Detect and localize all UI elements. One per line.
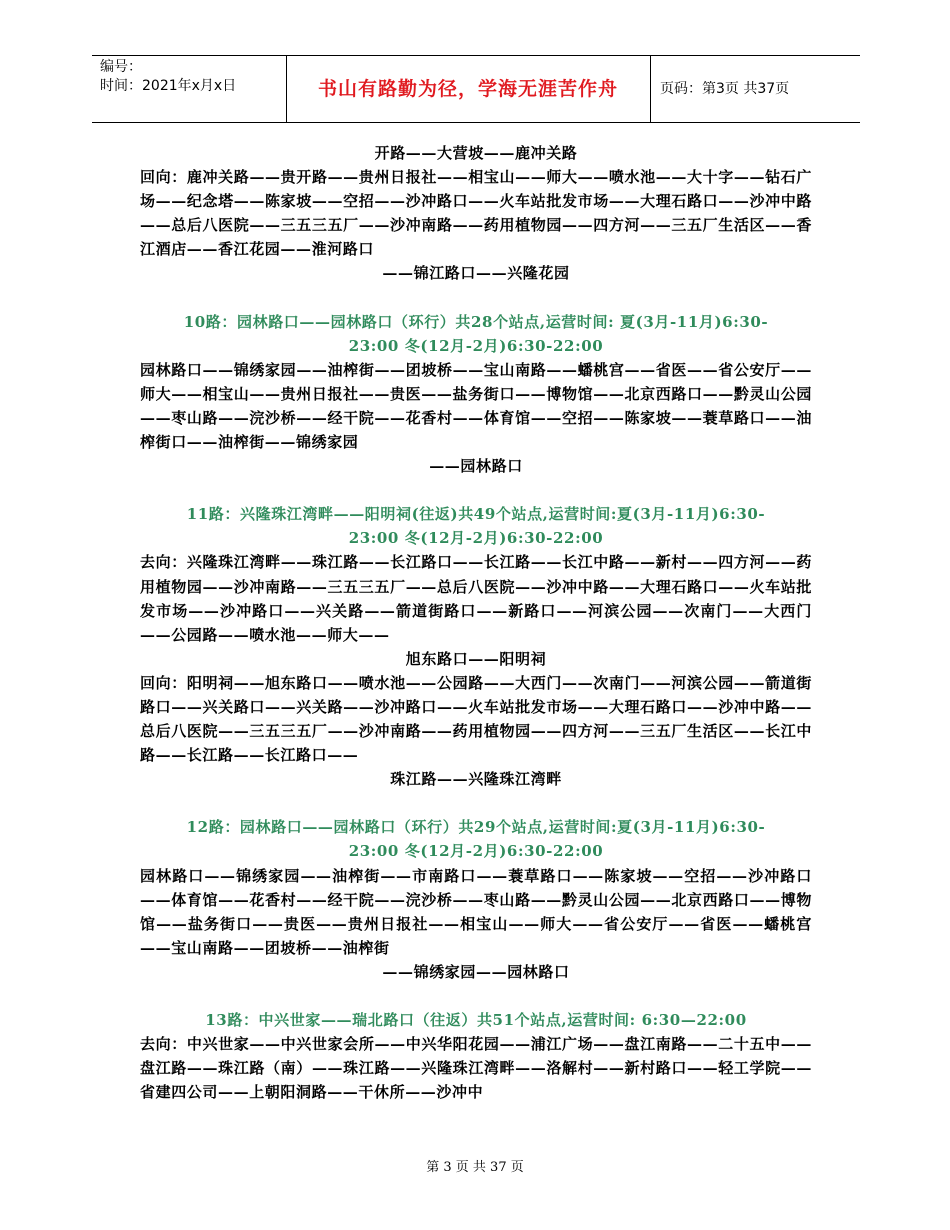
document-body xyxy=(140,141,812,1104)
header-page-info: 页码：第3页 共37页 xyxy=(660,81,790,97)
route13-heading: 13路：中兴世家——瑞北路口（往返）共51个站点,运营时间: 6:30—22:00 xyxy=(205,1011,747,1029)
header-motto: 书山有路勤为径，学海无涯苦作舟 xyxy=(317,78,618,100)
route10-heading: 10路：园林路口——园林路口（环行）共28个站点,运营时间: 夏(3月-11月)6:30- xyxy=(183,312,769,331)
route12-stops-last: ——锦绣家园——园林路口 xyxy=(382,962,570,981)
date-label: 时间：2021年x月x日 xyxy=(100,78,237,94)
route13-outbound: 去向：中兴世家——中兴世家会所——中兴华阳花园——浦江广场——盘江南路——二十五中——盘江路——珠江路（南）——珠江路——兴隆珠江湾畔——洛解村——新村路口——轻工学院——省建四公司——上朝阳洞路——干休所——沙冲中 xyxy=(140,1035,812,1102)
route11-hours: 23:00 冬(12月-2月)6:30-22:00 xyxy=(348,529,604,548)
code-label: 编号： xyxy=(100,59,142,75)
route12-hours: 23:00 冬(12月-2月)6:30-22:00 xyxy=(348,842,604,861)
route12-stops: 园林路口——锦绣家园——油榨街——市南路口——蓑草路口——陈家坡——空招——沙冲路口——体育馆——花香村——经干院——浣沙桥——枣山路——黔灵山公园——北京西路口——博物馆——盐务街口——贵医——贵州日报社——相宝山——师大——省公安厅——省医——蟠桃宫——宝山南路——团坡桥——油榨街 xyxy=(140,866,812,957)
route10-stops: 园林路口——锦绣家园——油榨街——团坡桥——宝山南路——蟠桃宫——省医——省公安厅——师大——相宝山——贵州日报社——贵医——盐务街口——博物馆——北京西路口——黔灵山公园——枣山路——浣沙桥——经干院——花香村——体育馆——空招——陈家坡——蓑草路口——油榨街口——油榨街——锦绣家园 xyxy=(140,360,812,452)
header-top-rule xyxy=(92,55,860,56)
route11-return: 回向：阳明祠——旭东路口——喷水池——公园路——大西门——次南门——河滨公园——箭道街路口——兴关路口——兴关路——沙冲路口——火车站批发市场——大理石路口——沙冲中路——总后八医院——三五三五厂——沙冲南路——药用植物园——四方河——三五厂生活区——长江中路——长江路——长江路口—— xyxy=(140,673,812,765)
route11-heading: 11路：兴隆珠江湾畔——阳明祠(往返)共49个站点,运营时间:夏(3月-11月)6:30- xyxy=(186,505,766,524)
route11-outbound: 去向：兴隆珠江湾畔——珠江路——长江路口——长江路——长江中路——新村——四方河——药用植物园——沙冲南路——三五三五厂——总后八医院——沙冲中路——大理石路口——火车站批发市场——沙冲路口——兴关路——箭道街路口——新路口——河滨公园——次南门——大西门——公园路——喷水池——师大—— xyxy=(140,553,812,644)
header-divider-right xyxy=(650,55,651,122)
route10-hours: 23:00 冬(12月-2月)6:30-22:00 xyxy=(348,336,604,355)
route12-heading: 12路：园林路口——园林路口（环行）共29个站点,运营时间:夏(3月-11月)6:30- xyxy=(186,818,766,837)
header-info xyxy=(100,58,236,96)
header-bottom-rule xyxy=(92,122,860,123)
route9-return: 回向：鹿冲关路——贵开路——贵州日报社——相宝山——师大——喷水池——大十字——钻石广场——纪念塔——陈家坡——空招——沙冲路口——火车站批发市场——大理石路口——沙冲中路——总后八医院——三五三五厂——沙冲南路——药用植物园——四方河——三五厂生活区——香江酒店——香江花园——淮河路口 xyxy=(140,168,812,259)
route11-return-last: 珠江路——兴隆珠江湾畔 xyxy=(390,770,562,789)
route11-outbound-last: 旭东路口——阳明祠 xyxy=(405,649,547,668)
page-footer: 第 3 页 共 37 页 xyxy=(426,1160,524,1175)
route10-stops-last: ——园林路口 xyxy=(429,457,523,476)
route9-return-last: ——锦江路口——兴隆花园 xyxy=(382,264,570,283)
route9-outbound-tail: 开路——大营坡——鹿冲关路 xyxy=(374,144,578,162)
